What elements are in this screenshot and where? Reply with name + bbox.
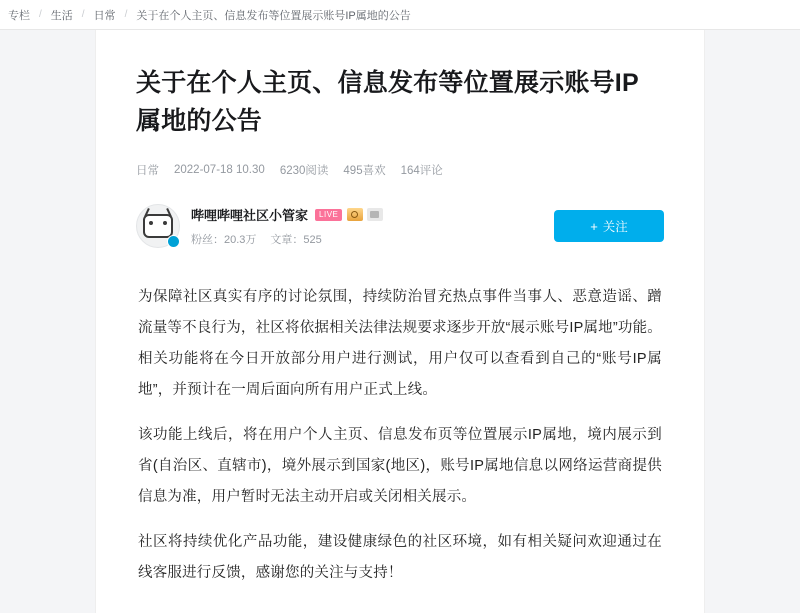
author-name-row (191, 205, 383, 224)
author-stats (191, 231, 383, 247)
page-title: 关于在个人主页、信息发布等位置展示账号IP属地的公告 (136, 69, 639, 135)
follow-button[interactable] (554, 210, 664, 242)
meta-comments: 164评论 (400, 165, 443, 177)
breadcrumb-item-0[interactable]: 专栏 (8, 9, 30, 22)
author-articles: 文章：525 (270, 234, 322, 246)
paragraph: 该功能上线后，将在用户个人主页、信息发布页等位置展示IP属地，境内展示到省(自治区、直辖市)，境外展示到国家(地区)，账号IP属地信息以网络运营商提供信息为准，用户暂时无法主动开启或关闭相关展示。 (138, 427, 662, 505)
author-info (191, 205, 383, 247)
meta-category: 日常 (136, 165, 159, 177)
meta-likes: 495喜欢 (343, 165, 386, 177)
breadcrumb-separator: / (124, 9, 128, 20)
article-meta (136, 162, 664, 178)
level-badge-icon (347, 208, 363, 221)
plus-icon: + (590, 218, 598, 234)
meta-reads: 6230阅读 (279, 165, 329, 177)
breadcrumb-separator: / (39, 9, 42, 20)
author-fans: 粉丝：20.3万 (191, 234, 257, 246)
avatar[interactable] (136, 204, 180, 248)
meta-datetime: 2022-07-18 10.30 (174, 164, 265, 176)
breadcrumb-separator: / (81, 9, 85, 20)
paragraph: 为保障社区真实有序的讨论氛围，持续防治冒充热点事件当事人、恶意造谣、蹭流量等不良行为，社区将依据相关法律法规要求逐步开放“展示账号IP属地”功能。相关功能将在今日开放部分用户进行测试，用户仅可以查看到自己的“账号IP属地”，并预计在一周后面向所有用户正式上线。 (138, 289, 662, 398)
verified-badge-icon (167, 235, 180, 248)
vip-badge-icon (367, 208, 383, 221)
article-card (95, 30, 705, 613)
breadcrumb-item-1[interactable]: 生活 (50, 9, 73, 22)
follow-button-label: 关注 (602, 220, 628, 234)
article-body (136, 282, 664, 589)
article-page (0, 30, 800, 581)
live-badge[interactable]: LIVE (315, 209, 342, 221)
paragraph: 社区将持续优化产品功能，建设健康绿色的社区环境，如有相关疑问欢迎通过在线客服进行反馈，感谢您的关注与支持！ (138, 534, 662, 581)
breadcrumb-item-2[interactable]: 日常 (93, 9, 116, 22)
author-name[interactable]: 哔哩哔哩社区小管家 (191, 208, 309, 223)
breadcrumb (0, 0, 800, 30)
breadcrumb-item-current: 关于在个人主页、信息发布等位置展示账号IP属地的公告 (136, 9, 411, 22)
avatar-face-icon (143, 214, 173, 238)
author-block (136, 204, 664, 248)
